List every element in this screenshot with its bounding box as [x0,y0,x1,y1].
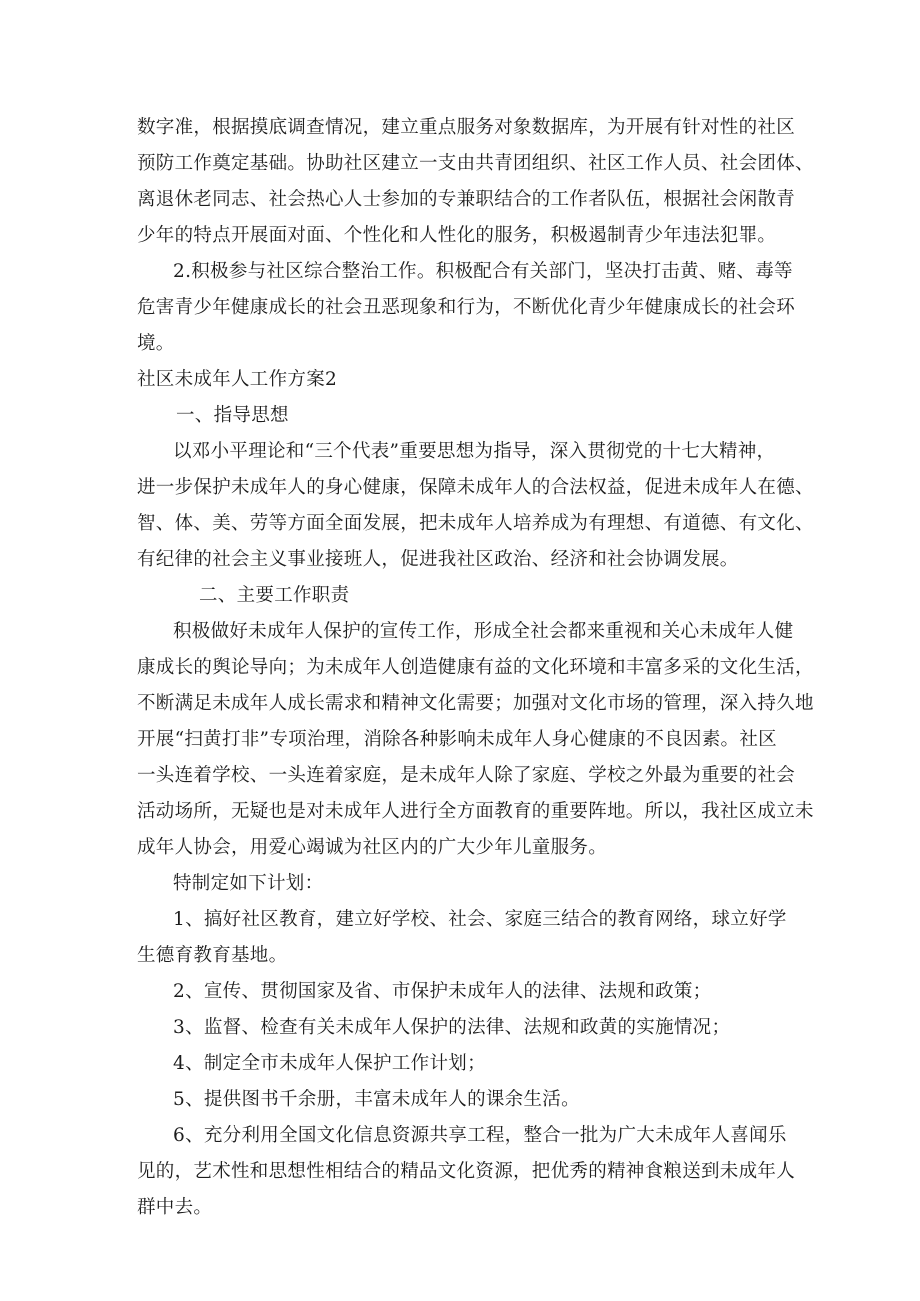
section-heading: 一、指导思想 [176,405,289,426]
section-title: 社区未成年人工作方案2 [137,369,338,390]
body-text-line: 不断满足未成年人成长需求和精神文化需要；加强对文化市场的管理，深入持久地 [137,693,814,714]
list-item: 4、制定全市未成年人保护工作计划； [173,1053,486,1074]
list-item: 1、搞好社区教育，建立好学校、社会、家庭三结合的教育网络，球立好学 [173,909,787,930]
body-text-line: 有纪律的社会主义事业接班人，促进我社区政治、经济和社会协调发展。 [137,549,739,570]
body-text-line: 积极做好未成年人保护的宣传工作，形成全社会都来重视和关心未成年人健 [173,621,794,642]
body-text-line: 智、体、美、劳等方面全面发展，把未成年人培养成为有理想、有道德、有文化、 [137,513,814,534]
body-text-line: 预防工作奠定基础。协助社区建立一支由共青团组织、社区工作人员、社会团体、 [137,153,814,174]
section-heading: 二、主要工作职责 [199,585,350,606]
body-text-line: 少年的特点开展面对面、个性化和人性化的服务，积极遏制青少年违法犯罪。 [137,225,777,246]
body-text-line: 离退休老同志、社会热心人士参加的专兼职结合的工作者队伍，根据社会闲散青 [137,189,796,210]
body-text-line: 生德育教育基地。 [137,945,288,966]
body-text-line: 危害青少年健康成长的社会丑恶现象和行为，不断优化青少年健康成长的社会环 [137,297,796,318]
body-text-line: 康成长的舆论导向；为未成年人创造健康有益的文化环境和丰富多采的文化生活， [137,657,814,678]
body-text-line: 开展“扫黄打非”专项治理，消除各种影响未成年人身心健康的不良因素。社区 [137,729,777,750]
body-text-line: 群中去。 [137,1197,213,1218]
list-item: 2、宣传、贯彻国家及省、市保护未成年人的法律、法规和政策； [173,981,712,1002]
body-text-line: 特制定如下计划： [173,873,324,894]
list-item: 3、监督、检查有关未成年人保护的法律、法规和政黄的实施情况； [173,1017,731,1038]
body-text-line: 2.积极参与社区综合整治工作。积极配合有关部门，坚决打击黄、赌、毒等 [173,261,793,282]
body-text-line: 进一步保护未成年人的身心健康，保障未成年人的合法权益，促进未成年人在德、 [137,477,814,498]
body-text-line: 见的，艺术性和思想性相结合的精品文化资源，把优秀的精神食粮送到未成年人 [137,1161,796,1182]
body-text-line: 活动场所，无疑也是对未成年人进行全方面教育的重要阵地。所以，我社区成立未 [137,801,814,822]
body-text-line: 以邓小平理论和“三个代表”重要思想为指导，深入贯彻党的十七大精神， [173,441,776,462]
body-text-line: 成年人协会，用爱心竭诚为社区内的广大少年儿童服务。 [137,837,608,858]
body-text-line: 一头连着学校、一头连着家庭，是未成年人除了家庭、学校之外最为重要的社会 [137,765,796,786]
body-text-line: 数字准，根据摸底调查情况，建立重点服务对象数据库，为开展有针对性的社区 [137,117,796,138]
list-item: 5、提供图书千余册，丰富未成年人的课余生活。 [173,1089,580,1110]
body-text-line: 境。 [137,333,175,354]
list-item: 6、充分利用全国文化信息资源共享工程，整合一批为广大未成年人喜闻乐 [173,1125,787,1146]
